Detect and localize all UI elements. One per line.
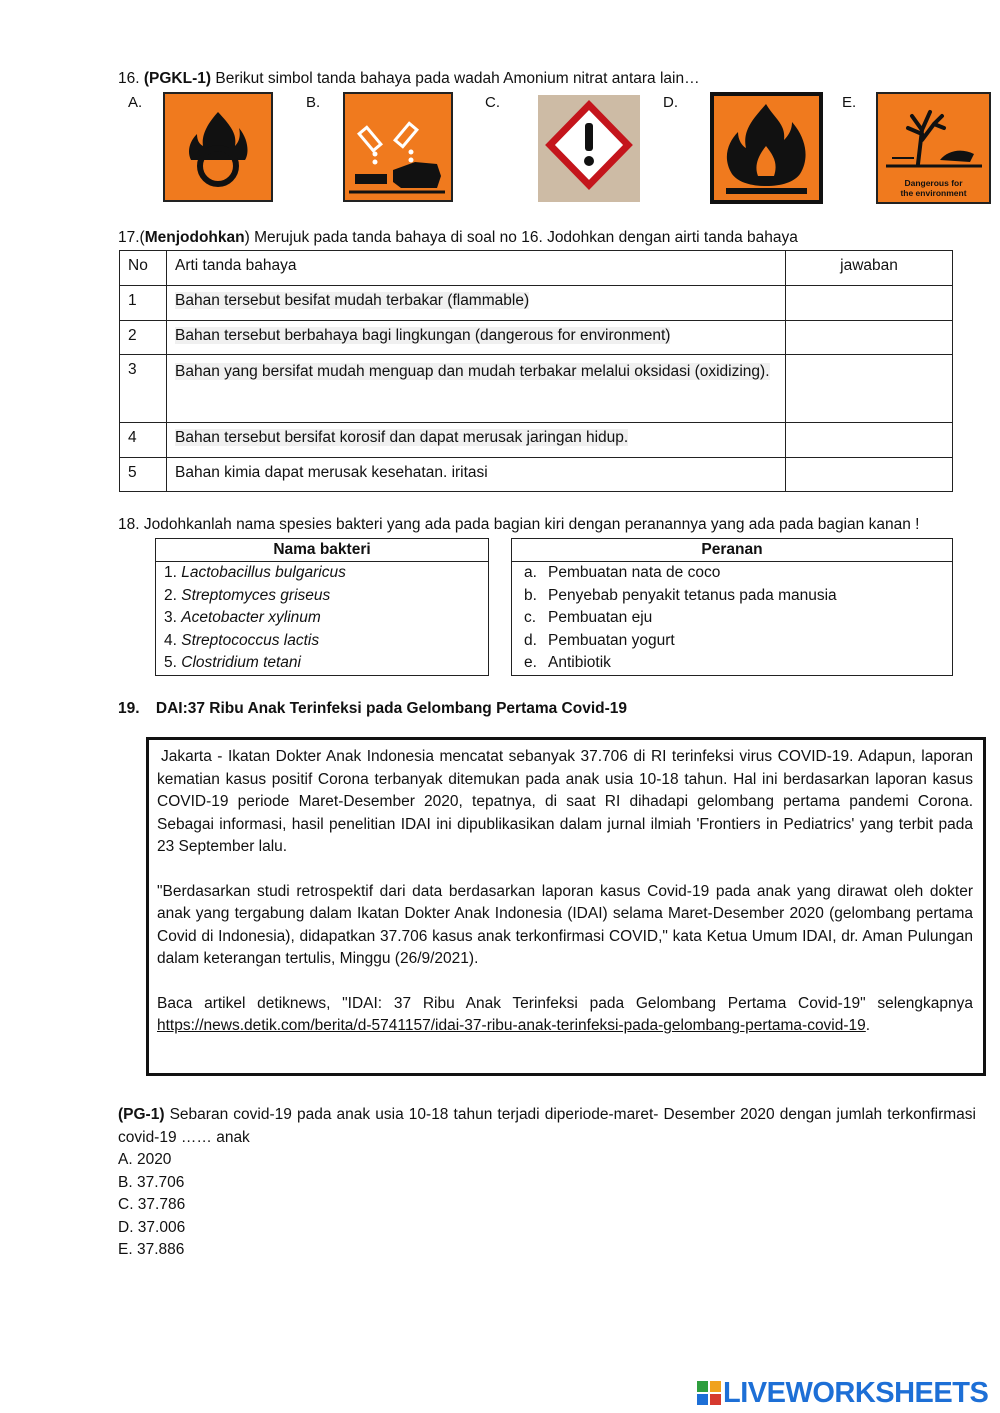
bacteria-name: Lactobacillus bulgaricus xyxy=(181,564,346,581)
row-no: 3 xyxy=(120,355,167,423)
header-arti: Arti tanda bahaya xyxy=(167,251,786,286)
item-num: 5. xyxy=(164,654,177,671)
exclamation-icon[interactable] xyxy=(538,95,640,202)
article-paragraph-1: Jakarta - Ikatan Dokter Anak Indonesia mencatat sebanyak 37.706 di RI terinfeksi virus COVID-19. Adapun, laporan kematian kasus positif Corona terbanyak ditemukan pada anak usia 10-18 tahun. Hal ini berdasarkan laporan kasus COVID-19 periode Maret-Desember 2020, tepatnya, di saat RI dihadapi gelombang pertama pandemi Corona. Sebagai informasi, hasil penelitian IDAI ini dipublikasikan dalam jurnal ilmiah 'Frontiers in Pediatrics' yang terbit pada 23 September lalu. xyxy=(157,748,973,855)
role-table xyxy=(511,538,953,676)
row-text: Bahan tersebut berbahaya bagi lingkungan (dangerous for environment) xyxy=(175,327,671,344)
role-text: Pembuatan yogurt xyxy=(548,631,675,649)
row-text: Bahan tersebut besifat mudah terbakar (flammable) xyxy=(175,292,530,309)
q19-title: DAI:37 Ribu Anak Terinfeksi pada Gelombang Pertama Covid-19 xyxy=(155,700,628,717)
item-num: 4. xyxy=(164,631,177,649)
q19-number: 19. xyxy=(118,700,140,717)
table-row xyxy=(120,458,953,492)
bacteria-header: Nama bakteri xyxy=(156,539,489,562)
option-a-label: A. xyxy=(128,94,143,111)
list-item xyxy=(512,562,953,585)
article-link[interactable]: https://news.detik.com/berita/d-5741157/idai-37-ribu-anak-terinfeksi-pada-gelombang-pertama-covid-19 xyxy=(157,1017,866,1034)
choice-e[interactable]: E. 37.886 xyxy=(118,1241,185,1258)
bacteria-name: Clostridium tetani xyxy=(181,654,301,671)
row-no: 5 xyxy=(120,458,167,492)
pg1-tag: (PG-1) xyxy=(118,1106,165,1123)
table-row xyxy=(120,286,953,321)
corrosive-icon[interactable] xyxy=(343,92,453,202)
answer-cell-1[interactable] xyxy=(786,286,953,321)
row-no: 1 xyxy=(120,286,167,321)
matching-table-17 xyxy=(119,250,953,492)
question-19 xyxy=(118,700,627,718)
option-c-label: C. xyxy=(485,94,500,111)
item-num: 2. xyxy=(164,586,177,604)
article-paragraph-3 xyxy=(157,993,973,1038)
list-item xyxy=(156,630,489,653)
flammable-icon[interactable] xyxy=(710,92,823,204)
list-item xyxy=(512,585,953,608)
option-d-label: D. xyxy=(663,94,678,111)
row-text: Bahan yang bersifat mudah menguap dan mudah terbakar melalui oksidasi (oxidizing). xyxy=(175,363,770,380)
list-item xyxy=(512,652,953,675)
bacteria-table xyxy=(155,538,489,676)
table-row xyxy=(120,423,953,458)
choice-a[interactable]: A. 2020 xyxy=(118,1151,172,1168)
pg1-text: Sebaran covid-19 pada anak usia 10-18 tahun terjadi diperiode-maret- Desember 2020 dengan jumlah terkonfirmasi covid-19 …… anak xyxy=(118,1106,976,1146)
row-no: 4 xyxy=(120,423,167,458)
pg1-question xyxy=(118,1104,976,1149)
question-16 xyxy=(118,70,700,88)
item-letter: e. xyxy=(524,654,537,671)
logo-grid-icon xyxy=(697,1381,721,1405)
role-text: Pembuatan nata de coco xyxy=(548,564,721,581)
header-no: No xyxy=(120,251,167,286)
question-17 xyxy=(118,229,798,247)
bacteria-name: Acetobacter xylinum xyxy=(181,609,321,626)
article-p3-end: . xyxy=(865,1017,871,1034)
q16-tag: (PGKL-1) xyxy=(143,70,212,87)
list-item xyxy=(512,607,953,630)
item-letter: b. xyxy=(524,586,537,604)
article-box xyxy=(146,737,986,1076)
list-item xyxy=(512,630,953,653)
role-header: Peranan xyxy=(512,539,953,562)
table-row xyxy=(120,355,953,423)
item-num: 1. xyxy=(164,564,177,581)
article-paragraph-2: "Berdasarkan studi retrospektif dari data berdasarkan laporan kasus Covid-19 pada anak yang dirawat oleh dokter anak yang tergabung dalam Ikatan Dokter Anak Indonesia (IDAI) selama Maret-Desember 2020 (gelombang pertama Covid di Indonesia), didapatkan 37.706 kasus anak terkonfirmasi COVID," kata Ketua Umum IDAI, dr. Aman Pulungan dalam keterangan tertulis, Minggu (26/9/2021). xyxy=(157,882,973,967)
role-text: Pembuatan eju xyxy=(548,609,653,626)
article-p3-text: Baca artikel detiknews, "IDAI: 37 Ribu Anak Terinfeksi pada Gelombang Pertama Covid-19" selengkapnya xyxy=(157,994,973,1012)
header-jawaban: jawaban xyxy=(786,251,953,286)
role-text: Antibiotik xyxy=(548,654,611,671)
item-letter: c. xyxy=(524,609,537,626)
bacteria-name: Streptococcus lactis xyxy=(181,631,320,649)
question-18: 18. Jodohkanlah nama spesies bakteri yang ada pada bagian kiri dengan peranannya yang ada pada bagian kanan ! xyxy=(118,516,920,533)
environment-icon[interactable] xyxy=(876,92,991,204)
oxidizing-icon[interactable] xyxy=(163,92,273,202)
table-row xyxy=(120,321,953,355)
answer-cell-3[interactable] xyxy=(786,355,953,423)
option-e-label: E. xyxy=(842,94,857,111)
q16-text: Berikut simbol tanda bahaya pada wadah Amonium nitrat antara lain… xyxy=(215,70,700,87)
item-letter: d. xyxy=(524,631,537,649)
option-b-label: B. xyxy=(306,94,321,111)
liveworksheets-logo xyxy=(697,1377,988,1410)
item-num: 3. xyxy=(164,609,177,626)
answer-cell-5[interactable] xyxy=(786,458,953,492)
q16-number: 16. xyxy=(118,70,140,87)
q17-prefix: 17.( xyxy=(118,229,145,246)
list-item xyxy=(156,562,489,585)
bacteria-name: Streptomyces griseus xyxy=(181,586,331,604)
list-item xyxy=(156,585,489,608)
item-letter: a. xyxy=(524,564,537,581)
q17-tag: Menjodohkan xyxy=(144,229,245,246)
list-item xyxy=(156,652,489,675)
environment-caption-line2: the environment xyxy=(900,188,967,198)
row-no: 2 xyxy=(120,321,167,355)
answer-cell-4[interactable] xyxy=(786,423,953,458)
q17-text: ) Merujuk pada tanda bahaya di soal no 16. Jodohkan dengan airti tanda bahaya xyxy=(244,229,798,246)
row-text: Bahan tersebut bersifat korosif dan dapat merusak jaringan hidup. xyxy=(175,429,629,446)
row-text: Bahan kimia dapat merusak kesehatan. iritasi xyxy=(167,458,786,492)
pg1-choices xyxy=(118,1149,185,1262)
choice-d[interactable]: D. 37.006 xyxy=(118,1218,186,1236)
choice-b[interactable]: B. 37.706 xyxy=(118,1173,185,1191)
logo-text: LIVEWORKSHEETS xyxy=(723,1377,989,1409)
list-item xyxy=(156,607,489,630)
environment-caption-line1: Dangerous for xyxy=(904,178,963,188)
role-text: Penyebab penyakit tetanus pada manusia xyxy=(548,586,837,604)
answer-cell-2[interactable] xyxy=(786,321,953,355)
choice-c[interactable]: C. 37.786 xyxy=(118,1196,186,1213)
